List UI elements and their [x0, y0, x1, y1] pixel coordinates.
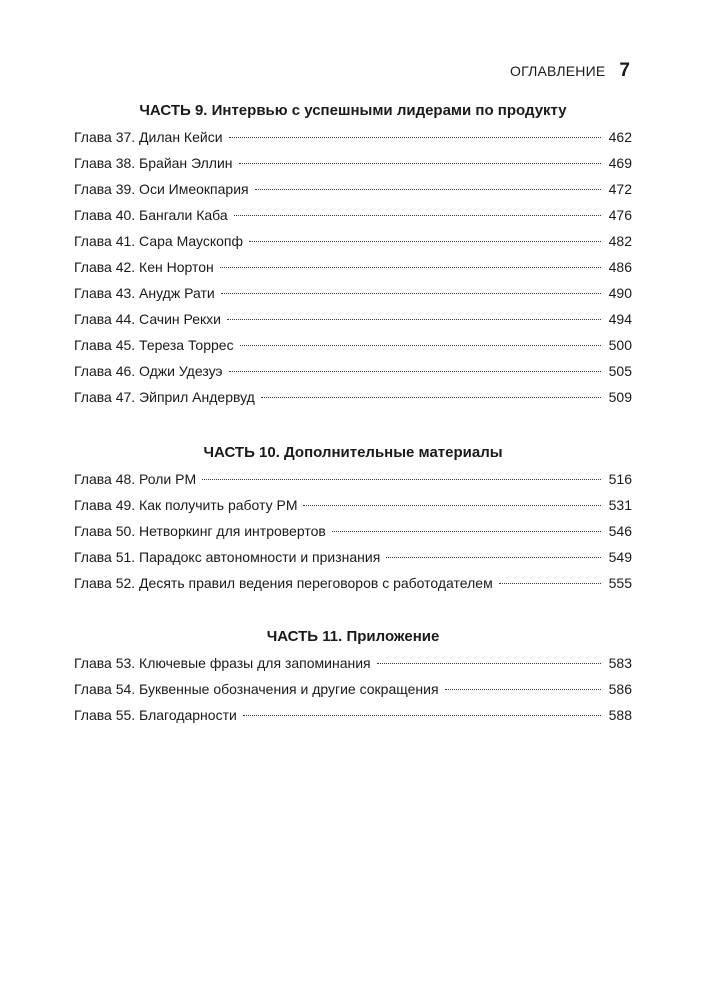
toc-entry[interactable] [74, 655, 632, 681]
chapter-page-number: 546 [608, 523, 632, 539]
chapter-title: Глава 54. Буквенные обозначения и другие сокращения [74, 681, 439, 697]
toc-entry[interactable] [74, 129, 632, 155]
dot-leader [243, 715, 601, 716]
toc-entry[interactable] [74, 523, 632, 549]
toc-entry[interactable] [74, 497, 632, 523]
chapter-page-number: 476 [608, 207, 632, 223]
toc-entry[interactable] [74, 285, 632, 311]
part-10-section [74, 444, 632, 601]
dot-leader [261, 397, 601, 398]
toc-entry[interactable] [74, 181, 632, 207]
chapter-title: Глава 37. Дилан Кейси [74, 129, 223, 145]
dot-leader [229, 371, 601, 372]
chapter-page-number: 500 [608, 337, 632, 353]
toc-entry[interactable] [74, 471, 632, 497]
dot-leader [227, 319, 601, 320]
chapter-page-number: 516 [608, 471, 632, 487]
running-header [510, 60, 630, 82]
part-heading: ЧАСТЬ 11. Приложение [266, 628, 440, 645]
toc-entry[interactable] [74, 363, 632, 389]
toc-entry[interactable] [74, 311, 632, 337]
chapter-title: Глава 44. Сачин Рекхи [74, 311, 221, 327]
chapter-title: Глава 40. Бангали Каба [74, 207, 228, 223]
chapter-page-number: 549 [608, 549, 632, 565]
page-number: 7 [619, 60, 630, 81]
chapter-title: Глава 48. Роли PM [74, 471, 197, 487]
dot-leader [332, 531, 601, 532]
chapter-title: Глава 55. Благодарности [74, 707, 237, 723]
dot-leader [499, 583, 601, 584]
chapter-title: Глава 43. Анудж Рати [74, 285, 215, 301]
running-title: ОГЛАВЛЕНИЕ [509, 63, 606, 79]
chapter-title: Глава 52. Десять правил ведения переговоров с работодателем [74, 575, 493, 591]
toc-entry[interactable] [74, 155, 632, 181]
part-heading: ЧАСТЬ 10. Дополнительные материалы [203, 444, 503, 461]
chapter-list [74, 129, 632, 415]
chapter-page-number: 509 [608, 389, 632, 405]
chapter-page-number: 469 [608, 155, 632, 171]
chapter-title: Глава 50. Нетворкинг для интровертов [74, 523, 326, 539]
dot-leader [240, 345, 601, 346]
chapter-title: Глава 47. Эйприл Андервуд [74, 389, 255, 405]
part-11-section [74, 628, 632, 733]
chapter-page-number: 462 [608, 129, 632, 145]
dot-leader [202, 479, 601, 480]
chapter-page-number: 505 [608, 363, 632, 379]
dot-leader [229, 137, 601, 138]
chapter-title: Глава 49. Как получить работу PM [74, 497, 298, 513]
chapter-page-number: 482 [608, 233, 632, 249]
chapter-title: Глава 42. Кен Нортон [74, 259, 214, 275]
dot-leader [445, 689, 601, 690]
chapter-page-number: 494 [608, 311, 632, 327]
dot-leader [221, 293, 601, 294]
toc-entry[interactable] [74, 707, 632, 733]
chapter-page-number: 472 [608, 181, 632, 197]
chapter-title: Глава 41. Сара Маускопф [74, 233, 244, 249]
chapter-title: Глава 45. Тереза Торрес [74, 337, 234, 353]
dot-leader [239, 163, 601, 164]
chapter-page-number: 586 [608, 681, 632, 697]
chapter-page-number: 583 [608, 655, 632, 671]
chapter-page-number: 588 [608, 707, 632, 723]
toc-entry[interactable] [74, 389, 632, 415]
dot-leader [220, 267, 601, 268]
toc-entry[interactable] [74, 681, 632, 707]
dot-leader [234, 215, 601, 216]
chapter-page-number: 531 [608, 497, 632, 513]
toc-entry[interactable] [74, 337, 632, 363]
chapter-list [74, 655, 632, 733]
toc-entry[interactable] [74, 259, 632, 285]
chapter-list [74, 471, 632, 601]
chapter-title: Глава 51. Парадокс автономности и признания [74, 549, 381, 565]
dot-leader [377, 663, 601, 664]
toc-entry[interactable] [74, 207, 632, 233]
toc-entry[interactable] [74, 575, 632, 601]
chapter-title: Глава 38. Брайан Эллин [74, 155, 233, 171]
chapter-title: Глава 39. Оси Имеокпария [74, 181, 249, 197]
chapter-page-number: 490 [608, 285, 632, 301]
dot-leader [386, 557, 600, 558]
toc-entry[interactable] [74, 233, 632, 259]
part-heading: ЧАСТЬ 9. Интервью с успешными лидерами по продукту [139, 102, 567, 119]
chapter-page-number: 555 [608, 575, 632, 591]
part-9-section [74, 102, 632, 415]
chapter-page-number: 486 [608, 259, 632, 275]
dot-leader [303, 505, 600, 506]
dot-leader [255, 189, 601, 190]
chapter-title: Глава 53. Ключевые фразы для запоминания [74, 655, 371, 671]
toc-entry[interactable] [74, 549, 632, 575]
dot-leader [249, 241, 601, 242]
chapter-title: Глава 46. Оджи Удезуэ [74, 363, 223, 379]
